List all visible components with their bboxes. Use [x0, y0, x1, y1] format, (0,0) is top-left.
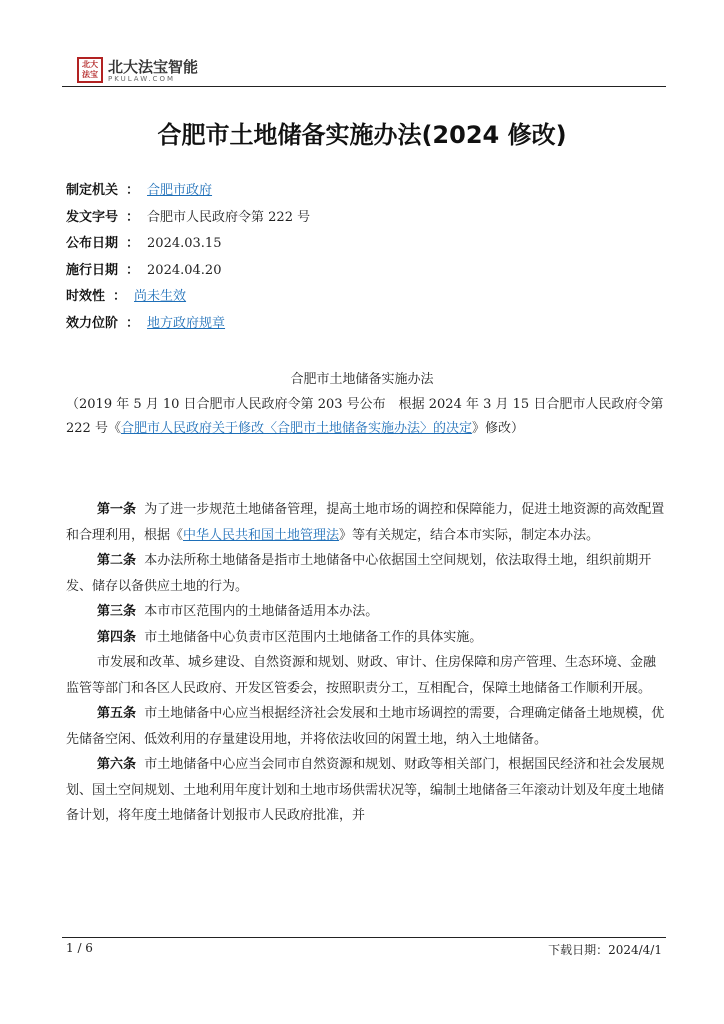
meta-row-docnum: 发文字号 ： 合肥市人民政府令第 222 号 [66, 209, 311, 225]
decision-link[interactable]: 合肥市人民政府关于修改〈合肥市土地储备实施办法〉的决定 [120, 421, 472, 436]
article-number: 第二条 [97, 553, 137, 568]
meta-row-effective-date: 施行日期 ： 2024.04.20 [66, 262, 222, 278]
logo-text: 北大法宝智能 [108, 58, 199, 76]
article-2 [66, 548, 666, 599]
article-text: 本市市区范围内的土地储备适用本办法。 [144, 604, 379, 619]
revision-note-text-end: 》修改） [471, 421, 524, 436]
article-1 [66, 497, 666, 548]
status-link[interactable]: 尚未生效 [134, 289, 187, 305]
logo-subtext: PKULAW.COM [108, 75, 175, 83]
footer-divider [62, 937, 666, 938]
meta-label: 时效性 [66, 289, 106, 305]
logo-icon: 北大 法宝 [77, 57, 103, 83]
download-date: 下载日期：2024/4/1 [548, 943, 662, 957]
level-link[interactable]: 地方政府规章 [147, 315, 226, 331]
article-text-end: 》等有关规定，结合本市实际，制定本办法。 [339, 527, 600, 543]
page-title: 合肥市土地储备实施办法(2024 修改) [157, 121, 567, 149]
meta-row-publish-date: 公布日期 ： 2024.03.15 [66, 236, 222, 252]
article-number: 第四条 [97, 629, 137, 645]
article-text: 市土地储备中心应当根据经济社会发展和土地市场调控的需要，合理确定储备土地规模，优先储备空闲、低效利用的存量建设用地，并将依法收回的闲置土地，纳入土地储备。 [66, 706, 665, 747]
article-5 [66, 701, 666, 752]
meta-row-issuer: 制定机关 ： 合肥市政府 [66, 183, 213, 198]
meta-label: 发文字号 [66, 209, 119, 225]
meta-value: 2024.04.20 [147, 262, 222, 278]
land-law-link[interactable]: 中华人民共和国土地管理法 [183, 527, 340, 543]
meta-label: 效力位阶 [66, 315, 119, 331]
page-number: 1 / 6 [66, 941, 93, 955]
article-text: 为了进一步规范土地储备管理，提高土地市场的调控和保障能力，促进土地资源的高效配置和合理利用，根据《 [66, 502, 665, 543]
meta-value: 合肥市人民政府令第 222 号 [147, 209, 311, 225]
meta-row-status: 时效性 ： 尚未生效 [66, 289, 187, 305]
meta-value: 2024.03.15 [147, 236, 222, 252]
article-6 [66, 752, 666, 829]
revision-note [66, 393, 666, 441]
document-heading: 合肥市土地储备实施办法 [290, 372, 434, 387]
issuer-link[interactable]: 合肥市政府 [147, 183, 213, 198]
article-text: 本办法所称土地储备是指市土地储备中心依据国土空间规划，依法取得土地，组织前期开发、储存以备供应土地的行为。 [66, 553, 652, 594]
article-number: 第一条 [97, 502, 137, 517]
article-4 [66, 625, 666, 651]
article-4-paragraph: 市发展和改革、城乡建设、自然资源和规划、财政、审计、住房保障和房产管理、生态环境、金融监管等部门和各区人民政府、开发区管委会，按照职责分工，互相配合，保障土地储备工作顺利开展。 [66, 655, 657, 696]
metadata-block [66, 179, 310, 339]
article-number: 第三条 [97, 604, 137, 619]
meta-label: 公布日期 [66, 236, 119, 252]
meta-row-level: 效力位阶 ： 地方政府规章 [66, 315, 226, 331]
header-divider [62, 86, 666, 87]
meta-label: 制定机关 [66, 183, 119, 198]
document-body [66, 497, 666, 829]
article-3 [66, 599, 666, 625]
article-text: 市土地储备中心负责市区范围内土地储备工作的具体实施。 [144, 629, 483, 645]
article-number: 第六条 [97, 757, 137, 772]
revision-note-text: （2019 年 5 月 10 日合肥市人民政府令第 203 号公布 根据 2024 年 3 月 15 日合肥市人民政府令第 222 号《 [66, 397, 664, 436]
meta-label: 施行日期 [66, 262, 119, 278]
article-number: 第五条 [97, 706, 137, 721]
article-text: 市土地储备中心应当会同市自然资源和规划、财政等相关部门，根据国民经济和社会发展规划、国土空间规划、土地利用年度计划和土地市场供需状况等，编制土地储备三年滚动计划及年度土地储备计划，将年度土地储备计划报市人民政府批准，并 [66, 757, 665, 823]
